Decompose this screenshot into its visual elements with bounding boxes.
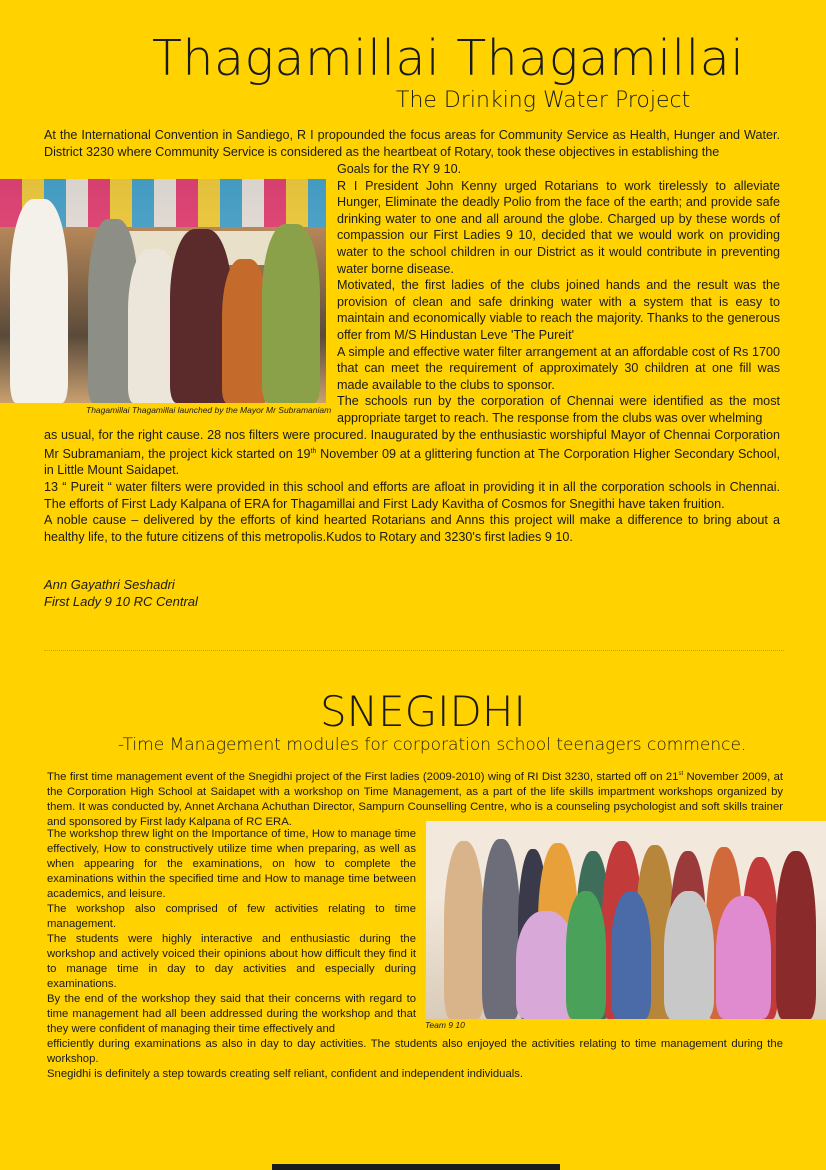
bottom-text: [47, 1037, 783, 1082]
paragraph: Goals for the RY 9 10.: [337, 162, 462, 176]
text-run: November 09 at a glittering function at The Corporation Higher Secondary School, in Little Mount Saidapet.: [44, 446, 780, 478]
person-figure: [262, 224, 320, 403]
article-subtitle: The Drinking Water Project: [396, 88, 691, 113]
paragraph: 13 “ Pureit “ water filters were provided in this school and efforts are afloat in providing it in all the corporation schools in Chennai. The efforts of First Lady Kalpana of ERA for Thagamillai and First Lady Kavitha of Cosmos for Snegithi have taken fruition.: [44, 479, 780, 511]
section-divider: [44, 650, 784, 651]
paragraph: The workshop also comprised of few activities relating to time management.: [47, 903, 416, 930]
left-column-text: [47, 827, 416, 1037]
person-figure: [10, 199, 68, 403]
right-column-text: [337, 161, 780, 427]
bottom-text: [44, 427, 780, 545]
paragraph: Snegidhi is definitely a step towards creating self reliant, confident and independent individuals.: [47, 1068, 524, 1080]
paragraph: The schools run by the corporation of Chennai were identified as the most appropriate target to reach. The response from the clubs was over whelming: [337, 394, 780, 425]
photo-caption: Thagamillai Thagamillai launched by the Mayor Mr Subramaniam: [86, 405, 332, 415]
text-run: The first time management event of the Snegidhi project of the First ladies (2009-2010) wing of RI Dist 3230, started off on 21: [47, 770, 679, 783]
section-subtitle: -Time Management modules for corporation school teenagers commence.: [118, 735, 747, 755]
article-title: Thagamillai Thagamillai: [152, 30, 745, 87]
paragraph: A noble cause – delivered by the efforts of kind hearted Rotarians and Anns this project will make a difference to bring about a healthy life, to the future citizens of this metropolis.Kudos to Rotary and 3230's first ladies 9 10.: [44, 513, 780, 544]
person-figure: [482, 839, 520, 1019]
signature: [44, 577, 198, 610]
person-figure: [444, 841, 484, 1019]
person-figure: [716, 896, 771, 1019]
text-run: November 2009, at the Corporation High School at Saidapet with a workshop on Time Management, as a part of the life skills impartment workshops organized by them. It was conducted by, Annet Archana Achuthan Director, Sampurn Counselling Centre, who is a counseling psychologist and soft skills trainer and sponsored by First lady Kalpana of RC ERA.: [47, 770, 784, 828]
paragraph: [44, 427, 780, 479]
mayor-launch-photo: [0, 179, 326, 403]
photo-caption: Team 9 10: [425, 1020, 465, 1030]
paragraph: The workshop threw light on the Importance of time, How to manage time effectively, How to constructively utilize time when preparing, as well as when appearing for the examinations, on how to complete the examinations within the specified time and How to manage time between academics, and leisure.: [47, 828, 416, 900]
person-figure: [566, 891, 606, 1019]
paragraph: By the end of the workshop they said that their concerns with regard to time management had all been addressed during the workshop and that they were confident of managing their time effectively and: [47, 993, 416, 1035]
person-figure: [611, 891, 651, 1019]
section-title: SNEGIDHI: [320, 687, 526, 736]
paragraph: R I President John Kenny urged Rotarians to work tirelessly to alleviate Hunger, Eliminate the deadly Polio from the face of the earth; and provide safe drinking water to one and all around the globe. Charged up by these words of compassion our First Ladies 9 10, decided that we would work on providing water to the school children in our District as it would contribute in preventing water borne disease.: [337, 178, 780, 276]
paragraph: efficiently during examinations as also in day to day activities. The students also enjoyed the activities relating to time management during the workshop.: [47, 1038, 783, 1065]
signature-role: First Lady 9 10 RC Central: [44, 593, 198, 609]
paragraph: The students were highly interactive and enthusiastic during the workshop and actively voiced their opinions about how difficult they find it to manage time in day to day activities and especially during examinations.: [47, 933, 416, 990]
footer-bar: [272, 1164, 560, 1170]
text-run: as usual, for the right cause. 28 nos filters were procured. Inaugurated by the enthusiastic worshipful Mayor of Chennai Corporation Mr Subramaniam, the project kick started on 19: [44, 428, 780, 461]
team-photo: [426, 821, 826, 1019]
paragraph: Motivated, the first ladies of the clubs joined hands and the result was the provision of clean and safe drinking water with a system that is easy to maintain and economically viable to reach the majority. Thanks to the generous offer from M/S Hindustan Leve 'The Pureit': [337, 278, 780, 342]
signature-name: Ann Gayathri Seshadri: [44, 577, 175, 592]
superscript: st: [678, 771, 684, 777]
paragraph: A simple and effective water filter arrangement at an affordable cost of Rs 1700 that can meet the requirement of approximately 30 children at one fill was made available to the clubs to sponsor.: [337, 344, 780, 392]
superscript: th: [310, 447, 317, 455]
person-figure: [776, 851, 816, 1019]
intro-paragraph: At the International Convention in Sandiego, R I propounded the focus areas for Community Service as Health, Hunger and Water. District 3230 where Community Service is considered as the heartbeat of Rotary, took these objectives in establishing the: [44, 128, 780, 159]
person-figure: [664, 891, 714, 1019]
